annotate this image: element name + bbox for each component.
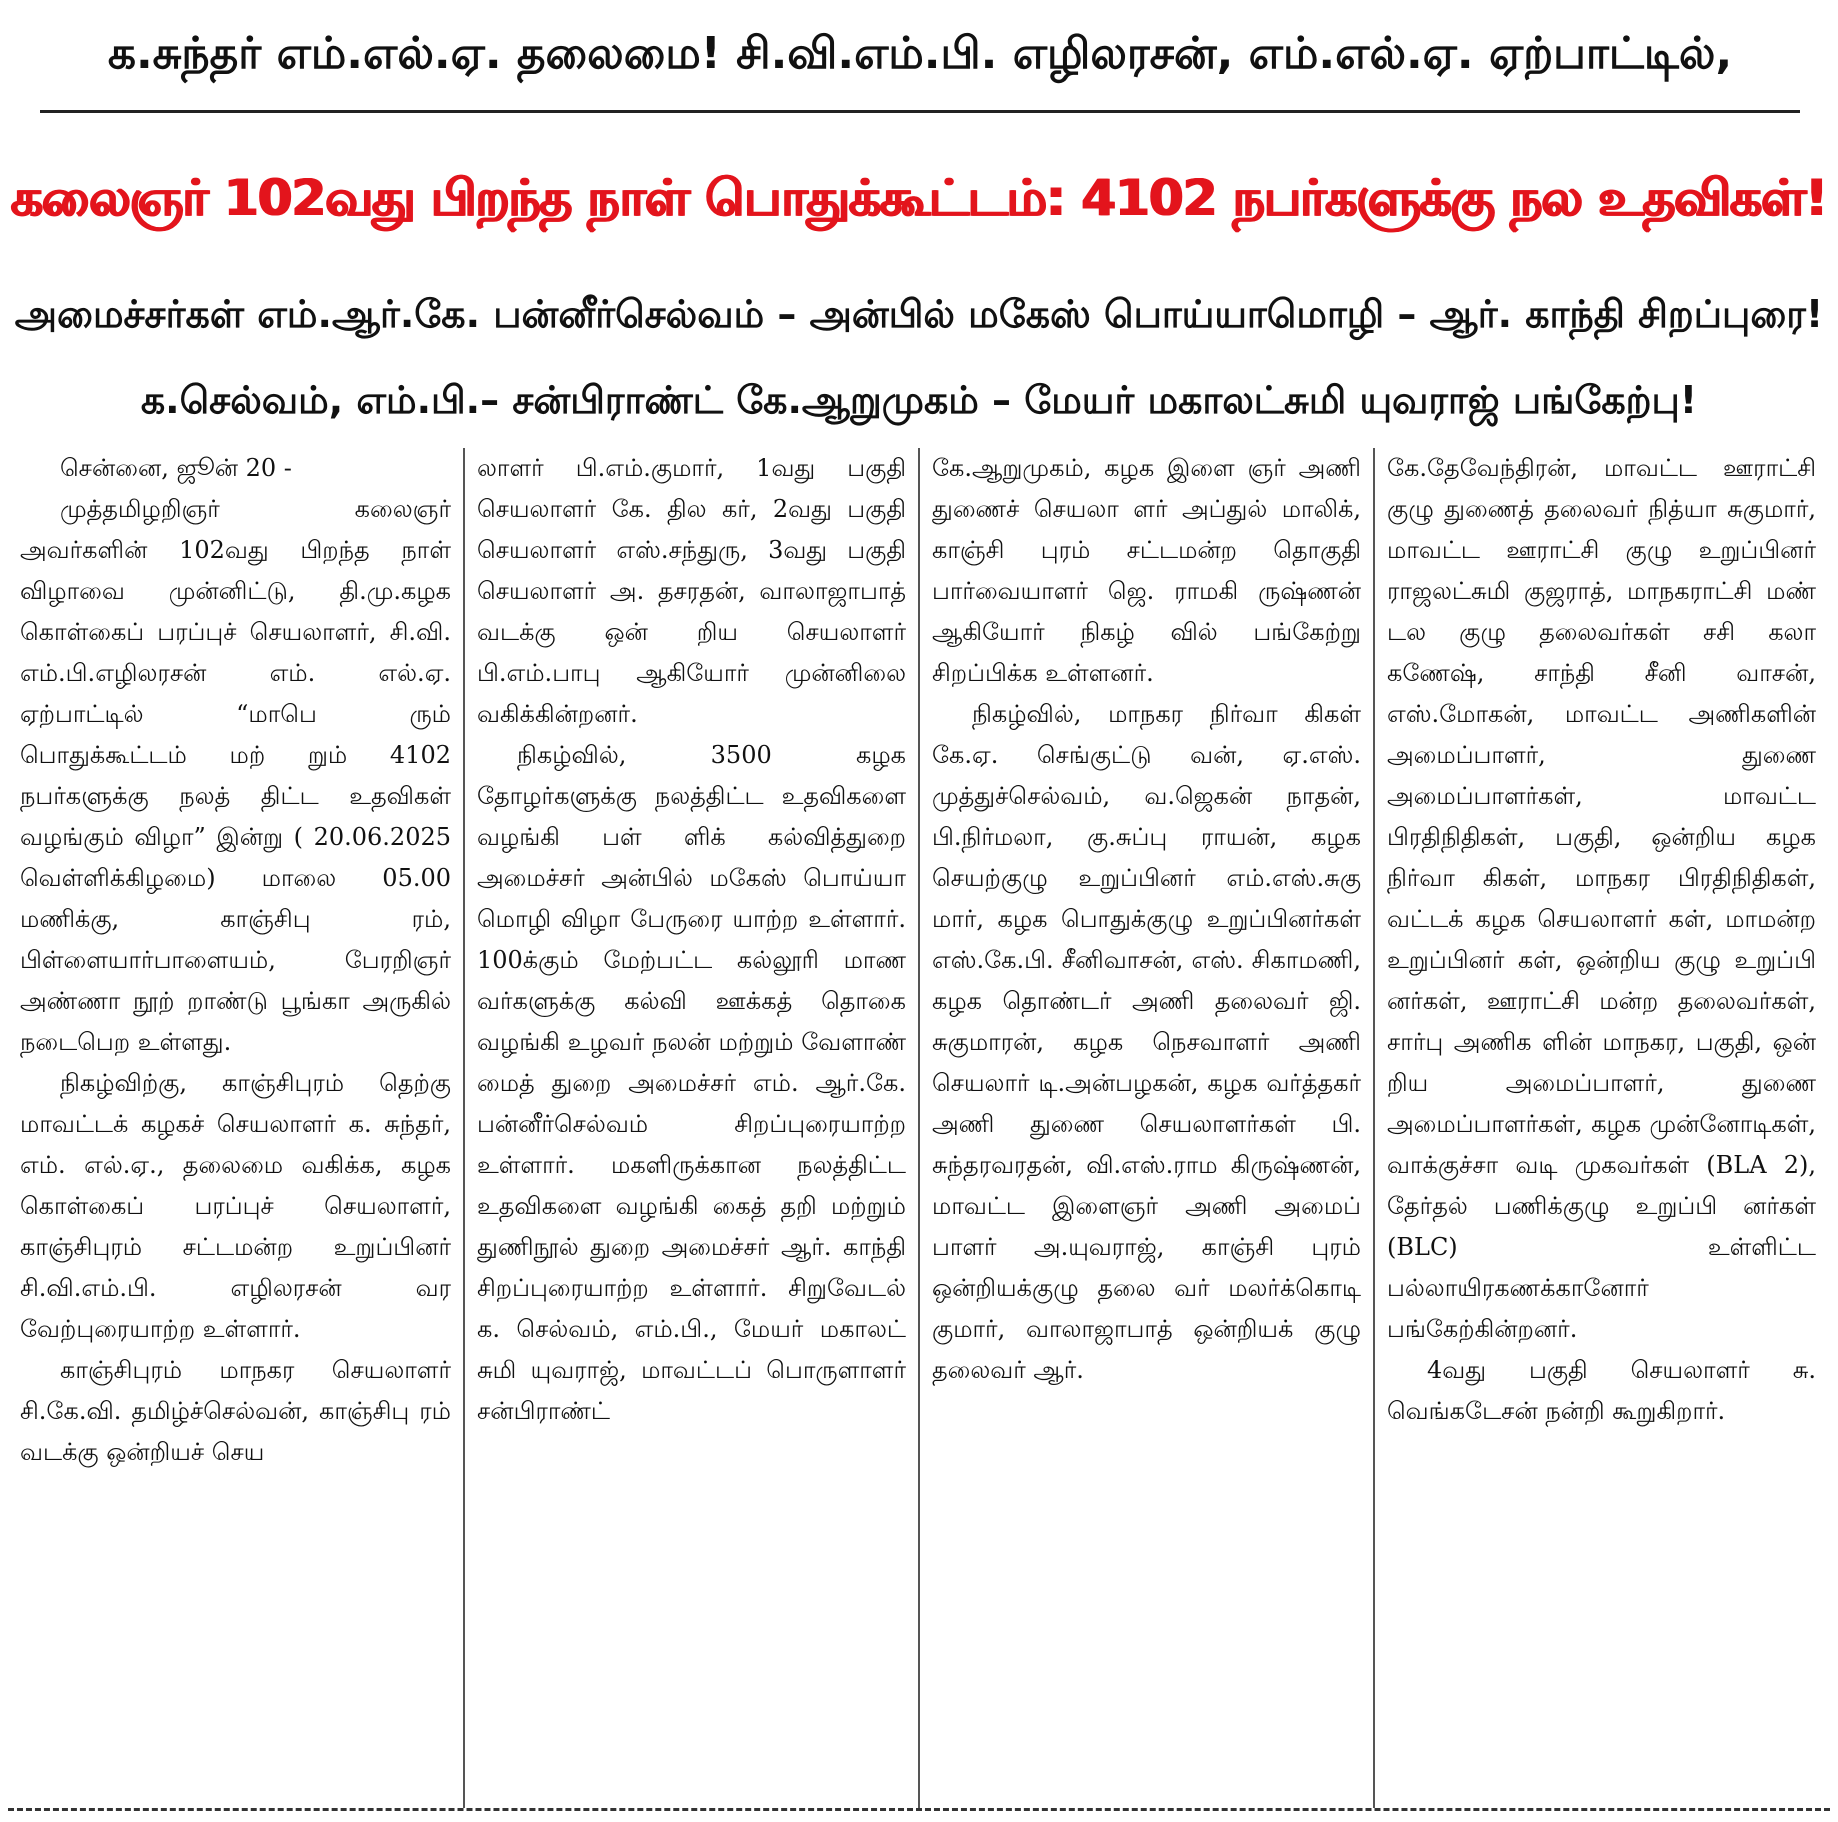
paragraph: லாளர் பி.எம்.குமார், 1வது பகுதி செயலாளர் கே. தில கர், 2வது பகுதி செயலாளர் எஸ்.சந்துரு, 3வது பகுதி செயலாளர் அ. தசரதன், வாலாஜாபாத் வடக்கு ஒன் றிய செயலாளர் பி.எம்.பாபு ஆகியோர் முன்னிலை வகிக்கின்றனர். — [477, 454, 906, 728]
paragraph: முத்தமிழறிஞர் கலைஞர் அவர்களின் 102வது பிறந்த நாள் விழாவை முன்னிட்டு, தி.மு.கழக கொள்கைப் பரப்புச் செயலாளர், சி.வி. எம்.பி.எழிலரசன் எம். எல்.ஏ. ஏற்பாட்டில் “மாபெ ரும் பொதுக்கூட்டம் மற் றும் 4102 நபர்களுக்கு நலத் திட்ட உதவிகள் வழங்கும் விழா” இன்று ( 20.06.2025 வெள்ளிக்கிழமை) மாலை 05.00 மணிக்கு, காஞ்சிபு ரம், பிள்ளையார்பாளையம், பேரறிஞர் அண்ணா நூற் றாண்டு பூங்கா அருகில் நடைபெற உள்ளது. — [20, 495, 451, 1056]
article-column-1 — [8, 448, 463, 1808]
subheadline-ministers: அமைச்சர்கள் எம்.ஆர்.கே. பன்னீர்செல்வம் – அன்பில் மகேஸ் பொய்யாமொழி – ஆர். காந்தி சிறப்புரை! — [14, 292, 1824, 336]
header-rule — [40, 110, 1800, 113]
paragraph: 4வது பகுதி செயலாளர் சு. வெங்கடேசன் நன்றி கூறுகிறார். — [1387, 1356, 1816, 1425]
article-column-4 — [1373, 448, 1828, 1808]
headline: கலைஞர் 102வது பிறந்த நாள் பொதுக்கூட்டம்: 4102 நபர்களுக்கு நல உதவிகள்! — [10, 169, 1828, 227]
paragraph: கே.ஆறுமுகம், கழக இளை ஞர் அணி துணைச் செயலா ளர் அப்துல் மாலிக், காஞ்சி புரம் சட்டமன்ற தொகுதி பார்வையாளர் ஜெ. ராமகி ருஷ்ணன் ஆகியோர் நிகழ் வில் பங்கேற்று சிறப்பிக்க உள்ளனர். — [932, 454, 1361, 687]
paragraph: நிகழ்வில், 3500 கழக தோழர்களுக்கு நலத்திட்ட உதவிகளை வழங்கி பள் ளிக் கல்வித்துறை அமைச்சர் அன்பில் மகேஸ் பொய்யா மொழி விழா பேருரை யாற்ற உள்ளார். 100க்கும் மேற்பட்ட கல்லூரி மாண வர்களுக்கு கல்வி ஊக்கத் தொகை வழங்கி உழவர் நலன் மற்றும் வேளாண் மைத் துறை அமைச்சர் எம். ஆர்.கே. பன்னீர்செல்வம் சிறப்புரையாற்ற உள்ளார். மகளிருக்கான நலத்திட்ட உதவிகளை வழங்கி கைத் தறி மற்றும் துணிநூல் துறை அமைச்சர் ஆர். காந்தி சிறப்புரையாற்ற உள்ளார். சிறுவேடல் க. செல்வம், எம்.பி., மேயர் மகாலட் சுமி யுவராஜ், மாவட்டப் பொருளாளர் சன்பிராண்ட் — [477, 741, 906, 1425]
paragraph: கே.தேவேந்திரன், மாவட்ட ஊராட்சி குழு துணைத் தலைவர் நித்யா சுகுமார், மாவட்ட ஊராட்சி குழு உறுப்பினர் ராஜலட்சுமி குஜராத், மாநகராட்சி மண் டல குழு தலைவர்கள் சசி கலா கணேஷ், சாந்தி சீனி வாசன், எஸ்.மோகன், மாவட்ட அணிகளின் அமைப்பாளர், துணை அமைப்பாளர்கள், மாவட்ட பிரதிநிதிகள், பகுதி, ஒன்றிய கழக நிர்வா கிகள், மாநகர பிரதிநிதிகள், வட்டக் கழக செயலாளர் கள், மாமன்ற உறுப்பினர் கள், ஒன்றிய குழு உறுப்பி னர்கள், ஊராட்சி மன்ற தலைவர்கள், சார்பு அணிக ளின் மாநகர, பகுதி, ஒன் றிய அமைப்பாளர், துணை அமைப்பாளர்கள், கழக முன்னோடிகள், வாக்குச்சா வடி முகவர்கள் (BLA 2), தேர்தல் பணிக்குழு உறுப்பி னர்கள் (BLC) உள்ளிட்ட பல்லாயிரகணக்கானோர் பங்கேற்கின்றனர். — [1387, 454, 1816, 1343]
paragraph: நிகழ்விற்கு, காஞ்சிபுரம் தெற்கு மாவட்டக் கழகச் செயலாளர் க. சுந்தர், எம். எல்.ஏ., தலைமை வகிக்க, கழக கொள்கைப் பரப்புச் செயலாளர், காஞ்சிபுரம் சட்டமன்ற உறுப்பினர் சி.வி.எம்.பி. எழிலரசன் வர வேற்புரையாற்ற உள்ளார். — [20, 1069, 451, 1343]
paragraph: காஞ்சிபுரம் மாநகர செயலாளர் சி.கே.வி. தமிழ்ச்செல்வன், காஞ்சிபு ரம் வடக்கு ஒன்றியச் செய — [20, 1356, 451, 1466]
subheadline-guests: க.செல்வம், எம்.பி.– சன்பிராண்ட் கே.ஆறுமுகம் – மேயர் மகாலட்சுமி யுவராஜ் பங்கேற்பு! — [140, 378, 1698, 422]
kicker-line: க.சுந்தர் எம்.எல்.ஏ. தலைமை! சி.வி.எம்.பி. எழிலரசன், எம்.எல்.ஏ. ஏற்பாட்டில், — [107, 28, 1733, 79]
article-column-2 — [463, 448, 918, 1808]
dateline: சென்னை, ஜூன் 20 - — [60, 454, 292, 482]
bottom-dashed-rule — [8, 1808, 1830, 1811]
paragraph: நிகழ்வில், மாநகர நிர்வா கிகள் கே.ஏ. செங்குட்டு வன், ஏ.எஸ். முத்துச்செல்வம், வ.ஜெகன் நாதன், பி.நிர்மலா, கு.சுப்பு ராயன், கழக செயற்குழு உறுப்பினர் எம்.எஸ்.சுகு மார், கழக பொதுக்குழு உறுப்பினர்கள் எஸ்.கே.பி. சீனிவாசன், எஸ். சிகாமணி, கழக தொண்டர் அணி தலைவர் ஜி. சுகுமாரன், கழக நெசவாளர் அணி செயலார் டி.அன்பழகன், கழக வர்த்தகர் அணி துணை செயலாளர்கள் பி. சுந்தரவரதன், வி.எஸ்.ராம கிருஷ்ணன், மாவட்ட இளைஞர் அணி அமைப் பாளர் அ.யுவராஜ், காஞ்சி புரம் ஒன்றியக்குழு தலை வர் மலர்க்கொடி குமார், வாலாஜாபாத் ஒன்றியக் குழு தலைவர் ஆர். — [932, 700, 1361, 1384]
article-body — [8, 448, 1830, 1808]
article-column-3 — [918, 448, 1373, 1808]
